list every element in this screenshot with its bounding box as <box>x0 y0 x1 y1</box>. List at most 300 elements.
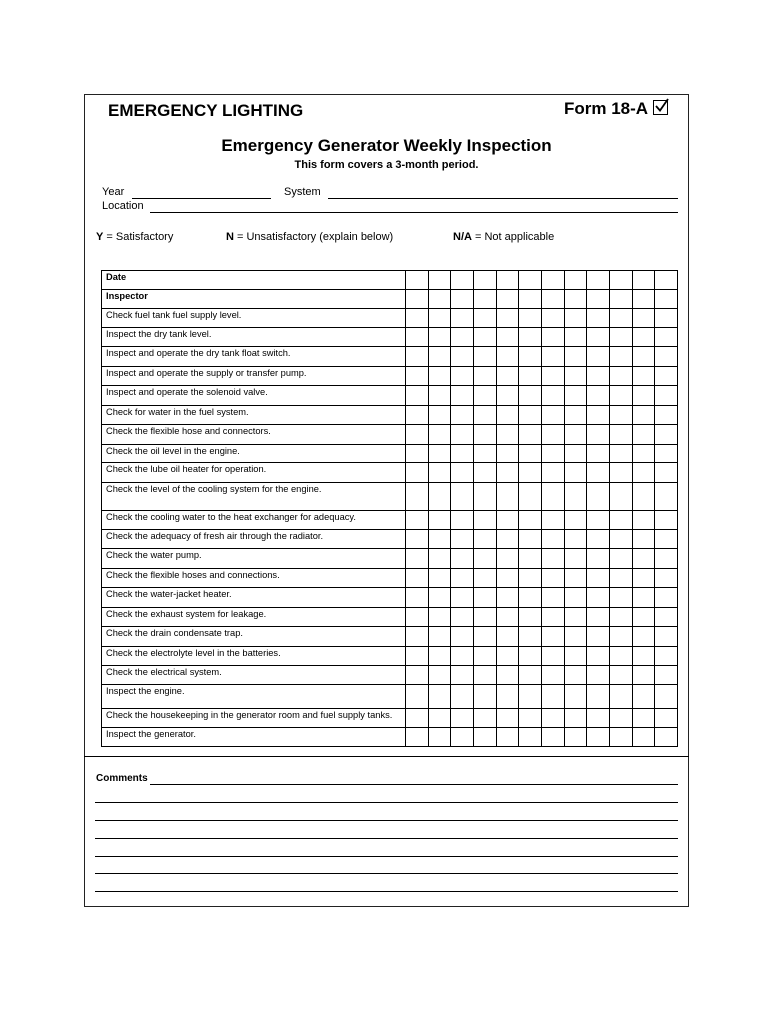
entry-cell[interactable] <box>473 309 496 328</box>
entry-cell[interactable] <box>564 386 587 406</box>
entry-cell[interactable] <box>632 347 655 367</box>
entry-cell[interactable] <box>632 588 655 608</box>
entry-cell[interactable] <box>632 569 655 588</box>
entry-cell[interactable] <box>564 367 587 386</box>
entry-cell[interactable] <box>609 647 632 666</box>
entry-cell[interactable] <box>655 627 678 647</box>
entry-cell[interactable] <box>451 549 474 569</box>
entry-cell[interactable] <box>496 367 519 386</box>
entry-cell[interactable] <box>564 608 587 627</box>
entry-cell[interactable] <box>541 728 564 747</box>
entry-cell[interactable] <box>406 549 429 569</box>
entry-cell[interactable] <box>564 685 587 709</box>
entry-cell[interactable] <box>496 627 519 647</box>
entry-cell[interactable] <box>451 309 474 328</box>
entry-cell[interactable] <box>451 328 474 347</box>
entry-cell[interactable] <box>632 666 655 685</box>
entry-cell[interactable] <box>655 666 678 685</box>
entry-cell[interactable] <box>496 483 519 511</box>
entry-cell[interactable] <box>519 569 542 588</box>
entry-cell[interactable] <box>473 271 496 290</box>
entry-cell[interactable] <box>587 511 610 530</box>
entry-cell[interactable] <box>564 483 587 511</box>
legend-satisfactory <box>96 231 173 243</box>
entry-cell[interactable] <box>632 309 655 328</box>
entry-cell[interactable] <box>541 685 564 709</box>
entry-cell[interactable] <box>473 425 496 445</box>
entry-cell[interactable] <box>587 386 610 406</box>
entry-cell[interactable] <box>655 328 678 347</box>
entry-cell[interactable] <box>451 666 474 685</box>
entry-cell[interactable] <box>564 328 587 347</box>
entry-cell[interactable] <box>406 728 429 747</box>
entry-cell[interactable] <box>632 647 655 666</box>
entry-cell[interactable] <box>473 728 496 747</box>
entry-cell[interactable] <box>587 666 610 685</box>
entry-cell[interactable] <box>496 511 519 530</box>
comments-line[interactable] <box>95 820 678 821</box>
entry-cell[interactable] <box>609 463 632 483</box>
entry-cell[interactable] <box>632 549 655 569</box>
entry-cell[interactable] <box>428 511 451 530</box>
system-field[interactable] <box>328 198 678 199</box>
entry-cell[interactable] <box>451 347 474 367</box>
entry-cell[interactable] <box>564 728 587 747</box>
location-field[interactable] <box>150 212 678 213</box>
entry-cell[interactable] <box>428 530 451 549</box>
entry-cell[interactable] <box>406 666 429 685</box>
entry-cell[interactable] <box>473 483 496 511</box>
year-field[interactable] <box>132 198 271 199</box>
entry-cell[interactable] <box>406 290 429 309</box>
entry-cell[interactable] <box>451 367 474 386</box>
entry-cell[interactable] <box>406 483 429 511</box>
entry-cell[interactable] <box>655 367 678 386</box>
entry-cell[interactable] <box>428 386 451 406</box>
entry-cell[interactable] <box>473 608 496 627</box>
entry-cell[interactable] <box>632 511 655 530</box>
entry-cell[interactable] <box>564 309 587 328</box>
entry-cell[interactable] <box>541 627 564 647</box>
entry-cell[interactable] <box>428 709 451 728</box>
entry-cell[interactable] <box>587 445 610 463</box>
entry-cell[interactable] <box>473 367 496 386</box>
entry-cell[interactable] <box>451 685 474 709</box>
entry-cell[interactable] <box>564 463 587 483</box>
entry-cell[interactable] <box>609 406 632 425</box>
entry-cell[interactable] <box>428 309 451 328</box>
entry-cell[interactable] <box>564 709 587 728</box>
entry-cell[interactable] <box>406 530 429 549</box>
comments-line[interactable] <box>150 784 678 785</box>
comments-line[interactable] <box>95 802 678 803</box>
entry-cell[interactable] <box>655 445 678 463</box>
entry-cell[interactable] <box>451 569 474 588</box>
entry-cell[interactable] <box>406 425 429 445</box>
entry-cell[interactable] <box>451 271 474 290</box>
entry-cell[interactable] <box>655 406 678 425</box>
entry-cell[interactable] <box>655 569 678 588</box>
entry-cell[interactable] <box>473 406 496 425</box>
entry-cell[interactable] <box>655 386 678 406</box>
entry-cell[interactable] <box>587 271 610 290</box>
entry-cell[interactable] <box>541 406 564 425</box>
entry-cell[interactable] <box>655 608 678 627</box>
entry-cell[interactable] <box>609 685 632 709</box>
entry-cell[interactable] <box>564 511 587 530</box>
entry-cell[interactable] <box>428 328 451 347</box>
entry-cell[interactable] <box>451 445 474 463</box>
entry-cell[interactable] <box>564 549 587 569</box>
entry-cell[interactable] <box>609 328 632 347</box>
entry-cell[interactable] <box>609 271 632 290</box>
entry-cell[interactable] <box>519 549 542 569</box>
entry-cell[interactable] <box>632 406 655 425</box>
comments-line[interactable] <box>95 838 678 839</box>
entry-cell[interactable] <box>428 549 451 569</box>
entry-cell[interactable] <box>428 425 451 445</box>
entry-cell[interactable] <box>496 728 519 747</box>
comments-line[interactable] <box>95 891 678 892</box>
entry-cell[interactable] <box>473 328 496 347</box>
entry-cell[interactable] <box>587 309 610 328</box>
entry-cell[interactable] <box>428 627 451 647</box>
entry-cell[interactable] <box>609 627 632 647</box>
entry-cell[interactable] <box>473 569 496 588</box>
entry-cell[interactable] <box>496 647 519 666</box>
entry-cell[interactable] <box>587 685 610 709</box>
entry-cell[interactable] <box>541 511 564 530</box>
entry-cell[interactable] <box>632 271 655 290</box>
entry-cell[interactable] <box>609 588 632 608</box>
entry-cell[interactable] <box>609 728 632 747</box>
entry-cell[interactable] <box>473 347 496 367</box>
entry-cell[interactable] <box>632 728 655 747</box>
entry-cell[interactable] <box>541 530 564 549</box>
entry-cell[interactable] <box>406 271 429 290</box>
entry-cell[interactable] <box>587 406 610 425</box>
entry-cell[interactable] <box>451 425 474 445</box>
entry-cell[interactable] <box>473 588 496 608</box>
entry-cell[interactable] <box>632 328 655 347</box>
entry-cell[interactable] <box>451 406 474 425</box>
entry-cell[interactable] <box>428 347 451 367</box>
entry-cell[interactable] <box>541 463 564 483</box>
entry-cell[interactable] <box>451 728 474 747</box>
entry-cell[interactable] <box>609 309 632 328</box>
entry-cell[interactable] <box>609 549 632 569</box>
entry-cell[interactable] <box>451 386 474 406</box>
entry-cell[interactable] <box>519 290 542 309</box>
entry-cell[interactable] <box>473 666 496 685</box>
entry-cell[interactable] <box>473 445 496 463</box>
entry-cell[interactable] <box>632 685 655 709</box>
entry-cell[interactable] <box>496 685 519 709</box>
entry-cell[interactable] <box>496 309 519 328</box>
entry-cell[interactable] <box>406 463 429 483</box>
entry-cell[interactable] <box>632 445 655 463</box>
entry-cell[interactable] <box>451 627 474 647</box>
entry-cell[interactable] <box>451 511 474 530</box>
entry-cell[interactable] <box>609 608 632 627</box>
comments-line[interactable] <box>95 873 678 874</box>
entry-cell[interactable] <box>519 728 542 747</box>
entry-cell[interactable] <box>406 328 429 347</box>
entry-cell[interactable] <box>451 588 474 608</box>
entry-cell[interactable] <box>541 549 564 569</box>
entry-cell[interactable] <box>428 483 451 511</box>
entry-cell[interactable] <box>519 709 542 728</box>
entry-cell[interactable] <box>428 728 451 747</box>
entry-cell[interactable] <box>609 347 632 367</box>
entry-cell[interactable] <box>519 367 542 386</box>
entry-cell[interactable] <box>655 530 678 549</box>
entry-cell[interactable] <box>655 728 678 747</box>
entry-cell[interactable] <box>519 588 542 608</box>
checklist-row <box>102 367 678 386</box>
entry-cell[interactable] <box>632 483 655 511</box>
entry-cell[interactable] <box>428 608 451 627</box>
entry-cell[interactable] <box>541 271 564 290</box>
entry-cell[interactable] <box>564 647 587 666</box>
entry-cell[interactable] <box>519 406 542 425</box>
entry-cell[interactable] <box>609 483 632 511</box>
entry-cell[interactable] <box>519 309 542 328</box>
entry-cell[interactable] <box>541 309 564 328</box>
entry-cell[interactable] <box>519 530 542 549</box>
entry-cell[interactable] <box>587 530 610 549</box>
entry-cell[interactable] <box>587 347 610 367</box>
entry-cell[interactable] <box>496 386 519 406</box>
entry-cell[interactable] <box>519 271 542 290</box>
entry-cell[interactable] <box>564 530 587 549</box>
entry-cell[interactable] <box>496 347 519 367</box>
entry-cell[interactable] <box>496 709 519 728</box>
entry-cell[interactable] <box>564 569 587 588</box>
entry-cell[interactable] <box>587 588 610 608</box>
entry-cell[interactable] <box>519 608 542 627</box>
entry-cell[interactable] <box>451 290 474 309</box>
entry-cell[interactable] <box>632 386 655 406</box>
entry-cell[interactable] <box>609 386 632 406</box>
entry-cell[interactable] <box>406 386 429 406</box>
entry-cell[interactable] <box>496 425 519 445</box>
entry-cell[interactable] <box>406 406 429 425</box>
entry-cell[interactable] <box>541 608 564 627</box>
entry-cell[interactable] <box>451 483 474 511</box>
entry-cell[interactable] <box>541 347 564 367</box>
entry-cell[interactable] <box>541 290 564 309</box>
entry-cell[interactable] <box>632 463 655 483</box>
entry-cell[interactable] <box>655 425 678 445</box>
entry-cell[interactable] <box>519 425 542 445</box>
entry-cell[interactable] <box>496 445 519 463</box>
entry-cell[interactable] <box>496 666 519 685</box>
entry-cell[interactable] <box>496 569 519 588</box>
entry-cell[interactable] <box>451 608 474 627</box>
entry-cell[interactable] <box>632 608 655 627</box>
entry-cell[interactable] <box>632 425 655 445</box>
entry-cell[interactable] <box>473 463 496 483</box>
entry-cell[interactable] <box>496 588 519 608</box>
entry-cell[interactable] <box>406 647 429 666</box>
entry-cell[interactable] <box>541 328 564 347</box>
entry-cell[interactable] <box>406 347 429 367</box>
entry-cell[interactable] <box>564 290 587 309</box>
entry-cell[interactable] <box>655 347 678 367</box>
entry-cell[interactable] <box>587 425 610 445</box>
entry-cell[interactable] <box>428 685 451 709</box>
entry-cell[interactable] <box>655 549 678 569</box>
entry-cell[interactable] <box>609 709 632 728</box>
entry-cell[interactable] <box>564 445 587 463</box>
entry-cell[interactable] <box>406 608 429 627</box>
entry-cell[interactable] <box>496 463 519 483</box>
entry-cell[interactable] <box>541 588 564 608</box>
entry-cell[interactable] <box>587 367 610 386</box>
entry-cell[interactable] <box>655 511 678 530</box>
entry-cell[interactable] <box>655 483 678 511</box>
entry-cell[interactable] <box>564 406 587 425</box>
entry-cell[interactable] <box>541 569 564 588</box>
entry-cell[interactable] <box>428 463 451 483</box>
entry-cell[interactable] <box>609 530 632 549</box>
entry-cell[interactable] <box>496 530 519 549</box>
entry-cell[interactable] <box>406 627 429 647</box>
entry-cell[interactable] <box>541 709 564 728</box>
entry-cell[interactable] <box>496 328 519 347</box>
entry-cell[interactable] <box>564 627 587 647</box>
entry-cell[interactable] <box>609 425 632 445</box>
entry-cell[interactable] <box>519 386 542 406</box>
entry-cell[interactable] <box>519 445 542 463</box>
entry-cell[interactable] <box>473 290 496 309</box>
entry-cell[interactable] <box>451 463 474 483</box>
entry-cell[interactable] <box>428 647 451 666</box>
entry-cell[interactable] <box>406 685 429 709</box>
entry-cell[interactable] <box>587 627 610 647</box>
entry-cell[interactable] <box>587 608 610 627</box>
entry-cell[interactable] <box>473 511 496 530</box>
entry-cell[interactable] <box>496 549 519 569</box>
entry-cell[interactable] <box>587 463 610 483</box>
entry-cell[interactable] <box>519 463 542 483</box>
entry-cell[interactable] <box>406 709 429 728</box>
entry-cell[interactable] <box>655 309 678 328</box>
entry-cell[interactable] <box>632 367 655 386</box>
entry-cell[interactable] <box>406 367 429 386</box>
entry-cell[interactable] <box>587 728 610 747</box>
entry-cell[interactable] <box>519 511 542 530</box>
entry-cell[interactable] <box>428 271 451 290</box>
entry-cell[interactable] <box>496 406 519 425</box>
entry-cell[interactable] <box>609 511 632 530</box>
entry-cell[interactable] <box>496 290 519 309</box>
entry-cell[interactable] <box>406 569 429 588</box>
entry-cell[interactable] <box>406 511 429 530</box>
entry-cell[interactable] <box>541 647 564 666</box>
entry-cell[interactable] <box>428 406 451 425</box>
entry-cell[interactable] <box>519 328 542 347</box>
entry-cell[interactable] <box>564 666 587 685</box>
entry-cell[interactable] <box>609 569 632 588</box>
entry-cell[interactable] <box>541 367 564 386</box>
entry-cell[interactable] <box>406 445 429 463</box>
entry-cell[interactable] <box>541 666 564 685</box>
entry-cell[interactable] <box>655 290 678 309</box>
comments-line[interactable] <box>95 856 678 857</box>
entry-cell[interactable] <box>473 530 496 549</box>
entry-cell[interactable] <box>519 347 542 367</box>
entry-cell[interactable] <box>496 271 519 290</box>
entry-cell[interactable] <box>406 309 429 328</box>
entry-cell[interactable] <box>541 483 564 511</box>
entry-cell[interactable] <box>655 271 678 290</box>
entry-cell[interactable] <box>451 709 474 728</box>
entry-cell[interactable] <box>519 666 542 685</box>
entry-cell[interactable] <box>587 549 610 569</box>
entry-cell[interactable] <box>655 588 678 608</box>
entry-cell[interactable] <box>541 445 564 463</box>
entry-cell[interactable] <box>406 588 429 608</box>
entry-cell[interactable] <box>519 627 542 647</box>
entry-cell[interactable] <box>587 483 610 511</box>
entry-cell[interactable] <box>428 569 451 588</box>
entry-cell[interactable] <box>655 685 678 709</box>
entry-cell[interactable] <box>587 328 610 347</box>
entry-cell[interactable] <box>473 386 496 406</box>
entry-cell[interactable] <box>587 569 610 588</box>
entry-cell[interactable] <box>473 627 496 647</box>
entry-cell[interactable] <box>564 271 587 290</box>
entry-cell[interactable] <box>541 386 564 406</box>
entry-cell[interactable] <box>451 647 474 666</box>
entry-cell[interactable] <box>564 425 587 445</box>
entry-cell[interactable] <box>428 290 451 309</box>
entry-cell[interactable] <box>451 530 474 549</box>
entry-cell[interactable] <box>541 425 564 445</box>
entry-cell[interactable] <box>632 290 655 309</box>
entry-cell[interactable] <box>496 608 519 627</box>
entry-cell[interactable] <box>519 483 542 511</box>
entry-cell[interactable] <box>519 685 542 709</box>
entry-cell[interactable] <box>655 709 678 728</box>
entry-cell[interactable] <box>655 463 678 483</box>
entry-cell[interactable] <box>609 290 632 309</box>
entry-cell[interactable] <box>473 709 496 728</box>
entry-cell[interactable] <box>428 445 451 463</box>
entry-cell[interactable] <box>587 709 610 728</box>
entry-cell[interactable] <box>655 647 678 666</box>
entry-cell[interactable] <box>609 367 632 386</box>
entry-cell[interactable] <box>519 647 542 666</box>
entry-cell[interactable] <box>428 588 451 608</box>
entry-cell[interactable] <box>428 666 451 685</box>
entry-cell[interactable] <box>609 445 632 463</box>
entry-cell[interactable] <box>587 647 610 666</box>
entry-cell[interactable] <box>632 709 655 728</box>
entry-cell[interactable] <box>428 367 451 386</box>
entry-cell[interactable] <box>473 685 496 709</box>
entry-cell[interactable] <box>632 530 655 549</box>
entry-cell[interactable] <box>564 588 587 608</box>
entry-cell[interactable] <box>609 666 632 685</box>
entry-cell[interactable] <box>473 549 496 569</box>
entry-cell[interactable] <box>564 347 587 367</box>
entry-cell[interactable] <box>587 290 610 309</box>
entry-cell[interactable] <box>632 627 655 647</box>
entry-cell[interactable] <box>473 647 496 666</box>
